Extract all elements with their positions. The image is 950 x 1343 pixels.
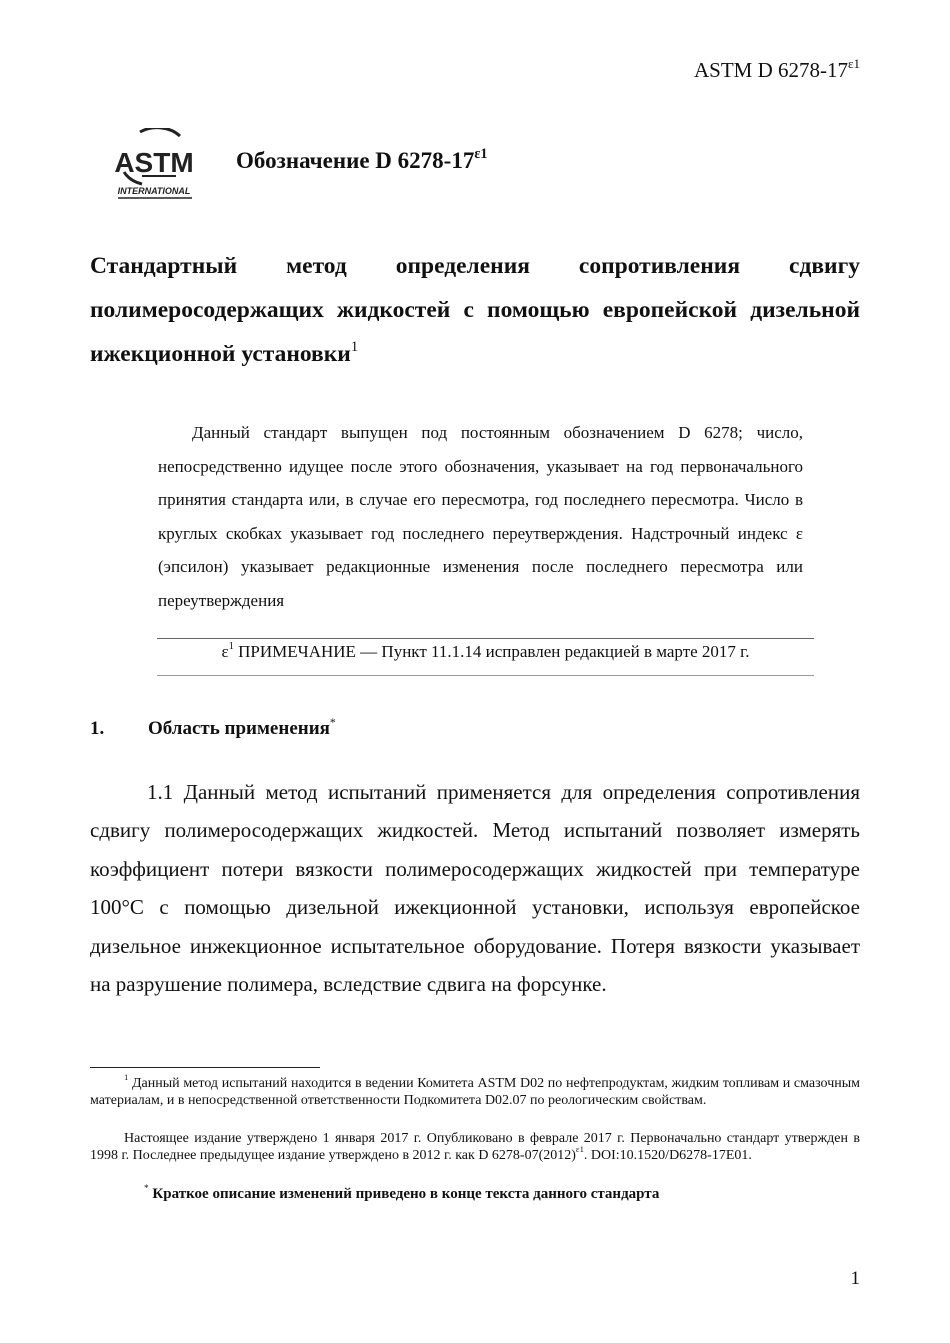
designation-superscript: ε1 (474, 145, 488, 162)
footnote-changes-summary (90, 1186, 860, 1203)
footnote-divider (90, 1067, 320, 1068)
standard-abstract: Данный стандарт выпущен под постоянным обозначением D 6278; число, непосредственно идущее после этого обозначения, указывает на год первоначального принятия стандарта или, в случае его пересмотра, год последнего пересмотра. Число в круглых скобках указывает год последнего переутверждения. Надстрочный индекс ε (эпсилон) указывает редакционные изменения после последнего пересмотра или переутверждения (158, 423, 803, 610)
note-epsilon: ε (221, 642, 229, 661)
document-reference-text: ASTM D 6278-17 (694, 58, 849, 82)
footnote-changes-text: Краткое описание изменений приведено в конце текста данного стандарта (148, 1186, 660, 1202)
astm-logo-letters: ASTM (114, 147, 194, 178)
standard-title-text: Стандартный метод определения сопротивления сдвигу полимеросодержащих жидкостей с помощью европейской дизельной ижекционной установки (90, 253, 860, 367)
astm-logo (112, 128, 196, 200)
astm-logo-caption: INTERNATIONAL (117, 186, 191, 196)
section-title-text: Область применения (148, 718, 330, 739)
standard-title (90, 244, 860, 376)
page-number: 1 (850, 1268, 860, 1289)
note-divider-top (157, 638, 814, 639)
section-title-marker: * (329, 715, 336, 729)
designation-heading (236, 145, 488, 174)
footnote-changes-marker: * (144, 1184, 149, 1195)
note-divider-bottom (157, 675, 814, 676)
section-title (148, 715, 336, 740)
note-text: ПРИМЕЧАНИЕ — Пункт 11.1.14 исправлен редакцией в марте 2017 г. (233, 642, 750, 661)
footnote-edition-text: Настоящее издание утверждено 1 января 2017 г. Опубликовано в феврале 2017 г. Первоначально стандарт утвержден в 1998 г. Последнее предыдущее издание утверждено в 2012 г. как D 6278-07(2012) (90, 1131, 860, 1163)
document-reference (694, 55, 860, 83)
footnote-1 (90, 1072, 860, 1109)
editorial-note (157, 642, 814, 662)
note-superscript: 1 (228, 641, 234, 653)
section-number: 1. (90, 718, 105, 739)
footnote-1-marker: 1 (124, 1072, 129, 1083)
designation-text: Обозначение D 6278-17 (236, 148, 475, 173)
footnote-edition-doi: . DOI:10.1520/D6278-17E01. (583, 1147, 752, 1163)
footnote-edition-superscript: ε1 (575, 1143, 584, 1154)
document-reference-superscript: ε1 (848, 55, 860, 71)
footnote-1-text: Данный метод испытаний находится в ведении Комитета ASTM D02 по нефтепродуктам, жидким топливам и смазочным материалам, и в непосредственной ответственности Подкомитета D02.07 по реологическим свойствам. (90, 1076, 860, 1108)
footnote-edition (90, 1131, 860, 1164)
paragraph-1-1: 1.1 Данный метод испытаний применяется для определения сопротивления сдвигу полимеросодержащих жидкостей. Метод испытаний позволяет измерять коэффициент потери вязкости полимеросодержащих жидкостей при температуре 100°С с помощью дизельной ижекционной установки, используя европейское дизельное инжекционное испытательное оборудование. Потеря вязкости указывает на разрушение полимера, вследствие сдвига на форсунке. (90, 780, 860, 997)
title-footnote-marker: 1 (350, 338, 359, 355)
